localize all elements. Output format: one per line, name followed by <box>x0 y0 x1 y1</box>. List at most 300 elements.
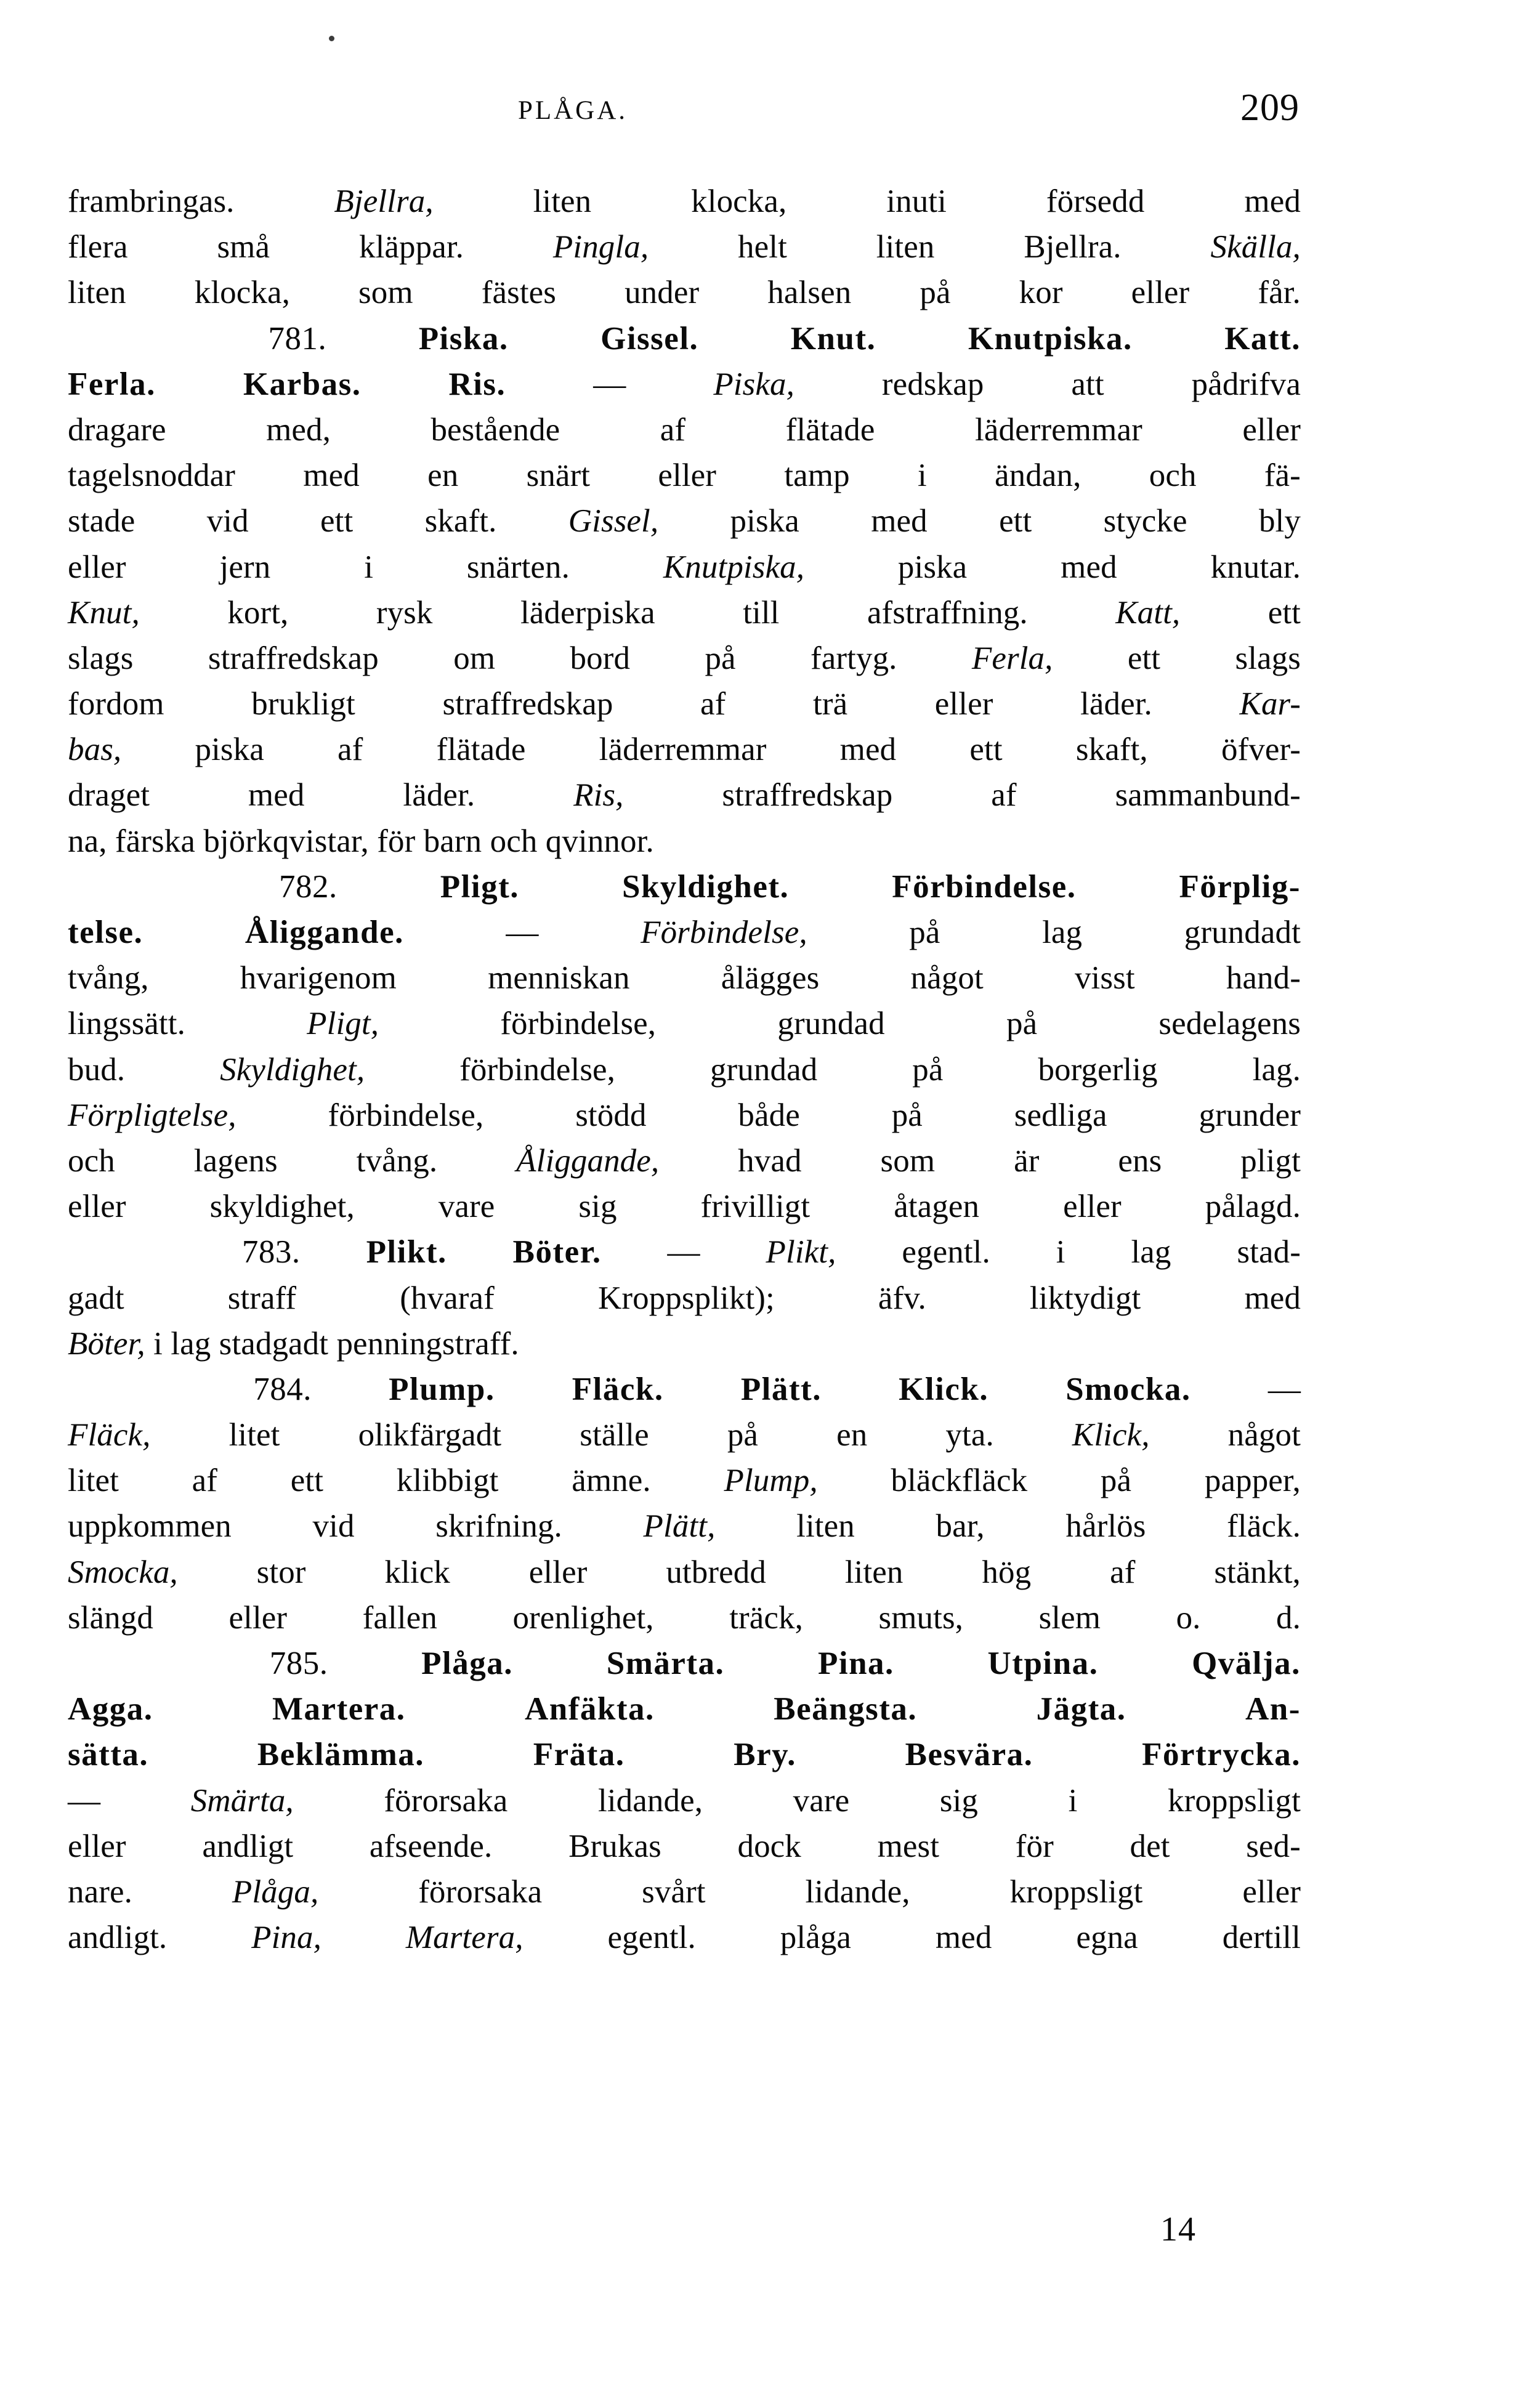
headword: telse. <box>68 915 144 950</box>
text-line <box>68 955 1301 1001</box>
word: bly <box>1258 503 1301 539</box>
headword: Utpina. <box>987 1646 1099 1681</box>
word: litet <box>228 1417 280 1453</box>
lemma-italic: Förbindelse, <box>641 915 807 950</box>
word: ett <box>320 503 354 539</box>
word: — <box>593 366 626 402</box>
word: yta. <box>945 1417 994 1453</box>
running-head-title: PLÅGA. <box>517 96 628 125</box>
page-number: 209 <box>1240 87 1300 129</box>
text-line <box>68 1412 1301 1458</box>
word: för <box>1015 1828 1054 1864</box>
word: tvång, <box>68 960 149 996</box>
word: stänkt, <box>1214 1554 1301 1590</box>
text-line <box>68 727 1301 772</box>
word: bestående <box>431 411 560 448</box>
text-line <box>68 1915 1301 1960</box>
word: läderpiska <box>520 594 655 631</box>
text-line <box>68 179 1301 224</box>
word: i <box>917 458 927 494</box>
headword: Skyldighet. <box>621 868 790 905</box>
word: med, <box>266 411 331 448</box>
headword: Anfäkta. <box>525 1691 655 1727</box>
word: skaft, <box>1075 732 1148 768</box>
word: ett <box>1267 594 1301 631</box>
word: hand- <box>1226 960 1301 996</box>
lemma-italic: Gissel, <box>568 503 659 539</box>
word: läderremmar <box>599 732 767 768</box>
headword: sätta. <box>68 1737 149 1773</box>
word: äfv. <box>878 1280 926 1316</box>
word: i lag stadgadt penningstraff. <box>153 1325 519 1362</box>
headword: Plikt. <box>366 1234 447 1271</box>
word: bord <box>570 640 631 676</box>
word: i <box>1068 1782 1078 1819</box>
word: tvång. <box>356 1142 438 1179</box>
headword: Piska. <box>418 320 509 357</box>
lemma-italic: Martera, <box>405 1920 524 1956</box>
word: liten <box>796 1508 855 1545</box>
word: Brukas <box>568 1828 661 1864</box>
word: något <box>910 960 984 996</box>
word: träck, <box>729 1599 803 1636</box>
article-number: 784. <box>253 1371 312 1407</box>
signature-mark: 14 <box>1160 2210 1196 2248</box>
word: svårt <box>642 1873 706 1910</box>
word: kläppar. <box>358 229 464 265</box>
word: på <box>1100 1463 1132 1499</box>
word: brukligt <box>251 686 355 722</box>
word: stödd <box>575 1097 647 1133</box>
word: ett <box>969 732 1003 768</box>
text-line <box>68 224 1301 270</box>
word: får. <box>1258 275 1301 311</box>
word: eller <box>68 1828 126 1864</box>
word: mest <box>877 1828 940 1864</box>
text-line <box>68 1824 1301 1869</box>
word: att <box>1071 366 1104 402</box>
word: som <box>358 275 413 311</box>
word: sig <box>939 1782 979 1819</box>
word: nare. <box>68 1873 132 1910</box>
word: klibbigt <box>396 1463 499 1499</box>
lemma-italic: Pina, <box>251 1920 321 1956</box>
headword: Gissel. <box>600 320 699 357</box>
body-text-block <box>68 179 1301 1960</box>
paragraph-indent <box>68 1367 176 1412</box>
word: helt <box>738 229 787 265</box>
lemma-italic: Plump, <box>724 1463 818 1499</box>
text-line <box>68 910 1301 955</box>
lemma-italic: Böter, <box>68 1325 145 1362</box>
word: dock <box>737 1828 801 1864</box>
word: plåga <box>780 1920 852 1956</box>
headword: Pligt. <box>440 868 519 905</box>
paragraph-indent <box>68 1641 176 1686</box>
word: liten <box>844 1554 904 1590</box>
article-number: 785. <box>269 1646 328 1681</box>
word: ämne. <box>572 1463 651 1499</box>
lemma-italic: Pingla, <box>552 229 649 265</box>
word: sedelagens <box>1158 1006 1301 1042</box>
headword: Martera. <box>272 1691 406 1727</box>
word: rysk <box>376 594 433 631</box>
word: o. <box>1176 1599 1201 1636</box>
headword: An- <box>1245 1691 1301 1727</box>
word: liten <box>68 275 126 311</box>
word: orenlighet, <box>512 1599 654 1636</box>
text-line <box>68 590 1301 636</box>
word: straffredskap <box>208 640 379 676</box>
text-line <box>68 1184 1301 1229</box>
lemma-italic: Åliggande, <box>516 1142 660 1179</box>
word: ålägges <box>721 960 820 996</box>
word: kroppsligt <box>1168 1782 1301 1819</box>
word: pådrifva <box>1191 366 1301 402</box>
word: borgerlig <box>1038 1051 1158 1088</box>
word: grundadt <box>1184 915 1301 950</box>
word: slängd <box>68 1599 153 1636</box>
word: förbindelse, <box>328 1097 484 1133</box>
lemma-italic: bas, <box>68 732 122 768</box>
text-line <box>68 1641 1301 1686</box>
paragraph-indent <box>68 316 176 362</box>
word: hårlös <box>1065 1508 1146 1545</box>
word: draget <box>68 777 150 814</box>
word: bar, <box>936 1508 985 1545</box>
lemma-italic: Skyldighet, <box>220 1051 365 1088</box>
headword: Beklämma. <box>257 1737 425 1773</box>
word: andligt <box>202 1828 294 1864</box>
headword: Klick. <box>899 1371 989 1407</box>
text-line <box>68 1595 1301 1641</box>
word: flätade <box>785 411 875 448</box>
headword: Smärta. <box>606 1646 725 1681</box>
word: eller <box>1063 1189 1122 1225</box>
word: fartyg. <box>811 640 897 676</box>
word: åtagen <box>894 1189 980 1225</box>
headword: Katt. <box>1224 320 1301 357</box>
word: straff <box>227 1280 297 1316</box>
word: af <box>1110 1554 1136 1590</box>
word: bud. <box>68 1051 126 1088</box>
article-number: 781. <box>268 320 327 357</box>
word: papper, <box>1204 1463 1301 1499</box>
word: förorsaka <box>418 1873 543 1910</box>
word: frambringas. <box>68 184 235 219</box>
headword: Plump. <box>389 1371 495 1407</box>
text-line <box>68 636 1301 681</box>
word: sammanbund- <box>1115 777 1301 814</box>
headword: Fräta. <box>533 1737 625 1773</box>
word: af <box>192 1463 218 1499</box>
text-line <box>68 1229 1301 1275</box>
word: olikfärgadt <box>358 1417 502 1453</box>
article-number: 782. <box>279 868 338 905</box>
word: det <box>1130 1828 1170 1864</box>
text-line <box>68 1458 1301 1503</box>
lemma-italic: Pligt, <box>307 1006 379 1042</box>
word: gadt <box>68 1280 124 1316</box>
word: ställe <box>580 1417 649 1453</box>
word: fästes <box>481 275 557 311</box>
lemma-italic: Plåga, <box>232 1873 319 1910</box>
word: liktydigt <box>1029 1280 1141 1316</box>
word: stycke <box>1103 503 1187 539</box>
word: af <box>991 777 1017 814</box>
word: på <box>920 275 951 311</box>
headword: Förplig- <box>1179 868 1301 905</box>
word: på <box>909 915 940 950</box>
running-head <box>68 87 1300 143</box>
word: frivilligt <box>700 1189 811 1225</box>
word: afseende. <box>369 1828 493 1864</box>
word: grundad <box>777 1006 885 1042</box>
paragraph-indent <box>68 864 176 910</box>
word: på <box>705 640 736 676</box>
word: på <box>1006 1006 1038 1042</box>
headword: Knut. <box>790 320 876 357</box>
headword: Plätt. <box>740 1371 822 1407</box>
word: hvad <box>738 1142 802 1179</box>
word: med <box>935 1920 992 1956</box>
headword: Böter. <box>512 1234 602 1271</box>
headword: Smocka. <box>1065 1371 1191 1407</box>
lemma-italic: Förpligtelse, <box>68 1097 236 1133</box>
text-line <box>68 1001 1301 1046</box>
word: andligt. <box>68 1920 168 1956</box>
word: snärt <box>526 458 591 494</box>
text-line <box>68 453 1301 498</box>
word: en <box>836 1417 868 1453</box>
word: med <box>1244 1280 1301 1316</box>
word: skyldighet, <box>209 1189 355 1225</box>
lemma-italic: Knutpiska, <box>663 549 805 585</box>
lemma-italic: Ferla, <box>971 640 1053 676</box>
word: afstraffning. <box>867 594 1028 631</box>
text-line <box>68 362 1301 407</box>
word: i <box>1056 1234 1065 1271</box>
headword: Ris. <box>448 366 506 402</box>
word: försedd <box>1046 184 1145 219</box>
text-line <box>68 316 1301 362</box>
word: både <box>738 1097 800 1133</box>
word: stade <box>68 503 135 539</box>
word: eller <box>1242 1873 1301 1910</box>
word: tagelsnoddar <box>68 458 235 494</box>
word: hvarigenom <box>240 960 397 996</box>
text-line <box>68 1275 1301 1321</box>
word: hög <box>982 1554 1032 1590</box>
word: eller <box>1131 275 1190 311</box>
word: en <box>427 458 459 494</box>
word: kor <box>1019 275 1063 311</box>
word: af <box>660 411 686 448</box>
headword: Ferla. <box>68 366 156 402</box>
word: grunder <box>1199 1097 1301 1133</box>
word: dertill <box>1222 1920 1301 1956</box>
word: ett <box>999 503 1032 539</box>
word: vid <box>206 503 249 539</box>
headword: Åliggande. <box>245 915 404 950</box>
word: med <box>248 777 305 814</box>
word: skrifning. <box>435 1508 562 1545</box>
word: klick <box>384 1554 450 1590</box>
word: eller <box>528 1554 588 1590</box>
word: kort, <box>227 594 289 631</box>
word: — <box>667 1234 700 1271</box>
word: med <box>839 732 897 768</box>
headword: Agga. <box>68 1691 153 1727</box>
text-line <box>68 1321 1301 1367</box>
word: om <box>453 640 496 676</box>
word: som <box>880 1142 936 1179</box>
word: piska <box>897 549 968 585</box>
word: Kroppsplikt); <box>597 1280 775 1316</box>
word: utbredd <box>666 1554 766 1590</box>
word: grundad <box>709 1051 818 1088</box>
word: eller <box>228 1599 288 1636</box>
text-line <box>68 1869 1301 1915</box>
word: pålagd. <box>1205 1189 1301 1225</box>
word: — <box>506 915 539 950</box>
text-line <box>68 1503 1301 1549</box>
headword: Förbindelse. <box>892 868 1077 905</box>
text-line <box>68 1047 1301 1093</box>
word: klocka, <box>194 275 290 311</box>
word: vare <box>793 1782 850 1819</box>
word: något <box>1227 1417 1301 1453</box>
word: jern <box>219 549 271 585</box>
lemma-italic: Bjellra, <box>334 184 434 219</box>
lemma-italic: Kar- <box>1239 686 1301 722</box>
word: till <box>743 594 780 631</box>
text-line <box>68 1778 1301 1824</box>
word: med <box>1244 184 1301 219</box>
word: är <box>1014 1142 1040 1179</box>
word: på <box>727 1417 759 1453</box>
text-line <box>68 1549 1301 1595</box>
word: liten <box>533 184 592 219</box>
word: eller <box>658 458 717 494</box>
word: halsen <box>767 275 852 311</box>
word: redskap <box>881 366 984 402</box>
text-line <box>68 544 1301 590</box>
word: piska <box>195 732 264 768</box>
word: dragare <box>68 411 166 448</box>
word: egentl. <box>902 1234 990 1271</box>
word: ändan, <box>995 458 1081 494</box>
word: kroppsligt <box>1009 1873 1143 1910</box>
scan-speck-artifact <box>329 36 334 41</box>
text-line <box>68 864 1301 910</box>
headword: Beängsta. <box>774 1691 918 1727</box>
word: eller <box>1242 411 1301 448</box>
lemma-italic: Plätt, <box>643 1508 716 1545</box>
word: ett <box>1127 640 1161 676</box>
word: pligt <box>1240 1142 1301 1179</box>
word: i <box>364 549 374 585</box>
word: Bjellra. <box>1024 229 1122 265</box>
word: af <box>338 732 363 768</box>
word: sed- <box>1246 1828 1301 1864</box>
word: på <box>891 1097 923 1133</box>
article-number: 783. <box>241 1234 301 1271</box>
lemma-italic: Smocka, <box>68 1554 178 1590</box>
word: eller <box>68 549 126 585</box>
text-line <box>68 407 1301 453</box>
word: lag. <box>1252 1051 1301 1088</box>
word: ens <box>1118 1142 1162 1179</box>
lemma-italic: Skälla, <box>1210 229 1301 265</box>
text-line <box>68 772 1301 818</box>
headword: Bry. <box>734 1737 796 1773</box>
word: uppkommen <box>68 1508 232 1545</box>
word: bläckfläck <box>891 1463 1028 1499</box>
word: små <box>217 229 270 265</box>
paragraph-indent <box>68 1229 176 1275</box>
text-line <box>68 818 1301 864</box>
lemma-italic: Ris, <box>573 777 624 814</box>
lemma-italic: Fläck, <box>68 1417 151 1453</box>
headword: Besvära. <box>905 1737 1033 1773</box>
word: och <box>1149 458 1197 494</box>
word: stad- <box>1237 1234 1301 1271</box>
word: fläck. <box>1227 1508 1301 1545</box>
text-line <box>68 1367 1301 1412</box>
headword: Karbas. <box>243 366 362 402</box>
word: trä <box>813 686 848 722</box>
word: med <box>303 458 360 494</box>
word: förbindelse, <box>459 1051 616 1088</box>
word: läder. <box>403 777 475 814</box>
word: stor <box>256 1554 306 1590</box>
word: (hvaraf <box>400 1280 495 1316</box>
headword: Knutpiska. <box>968 320 1133 357</box>
text-line <box>68 1138 1301 1184</box>
word: förbindelse, <box>500 1006 657 1042</box>
word: — <box>1267 1371 1301 1407</box>
word: slags <box>68 640 134 676</box>
word: flera <box>68 229 128 265</box>
word: fallen <box>362 1599 437 1636</box>
headword: Qvälja. <box>1192 1646 1301 1681</box>
word: piska <box>730 503 799 539</box>
word: lidande, <box>805 1873 910 1910</box>
word: eller <box>68 1189 126 1225</box>
word: — <box>68 1782 101 1819</box>
word: d. <box>1276 1599 1301 1636</box>
word: knutar. <box>1210 549 1301 585</box>
word: egentl. <box>607 1920 696 1956</box>
word: lingssätt. <box>68 1006 185 1042</box>
word: förorsaka <box>384 1782 508 1819</box>
word: eller <box>934 686 993 722</box>
word: straffredskap <box>722 777 893 814</box>
word: sig <box>578 1189 617 1225</box>
lemma-italic: Klick, <box>1072 1417 1150 1453</box>
lemma-italic: Katt, <box>1115 594 1181 631</box>
headword: Fläck. <box>572 1371 664 1407</box>
word: ett <box>290 1463 324 1499</box>
word: fordom <box>68 686 164 722</box>
word: fä- <box>1264 458 1301 494</box>
lemma-italic: Piska, <box>713 366 794 402</box>
word: under <box>625 275 700 311</box>
word: klocka, <box>691 184 787 219</box>
word: med <box>1061 549 1117 585</box>
word: tamp <box>784 458 850 494</box>
